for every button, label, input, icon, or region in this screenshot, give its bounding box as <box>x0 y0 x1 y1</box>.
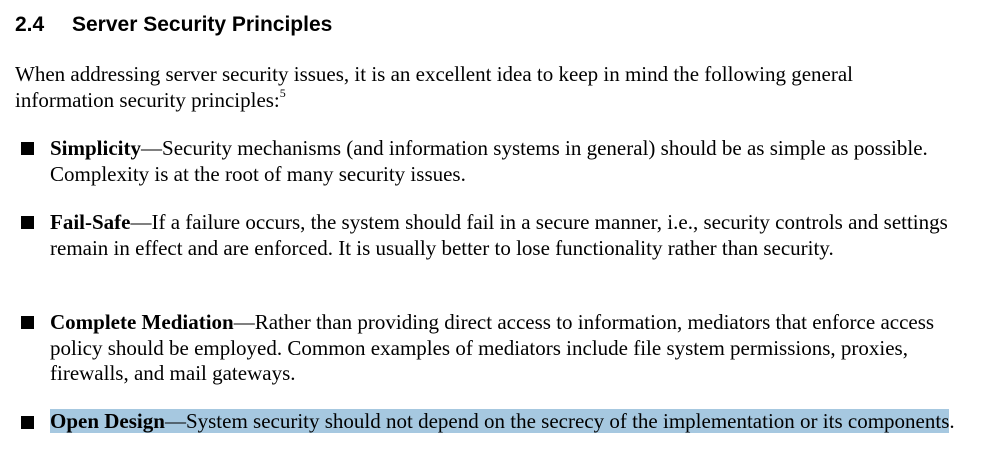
principle-text <box>50 310 965 387</box>
square-bullet-icon <box>21 416 34 429</box>
square-bullet-icon <box>21 216 34 229</box>
intro-text: When addressing server security issues, it is an excellent idea to keep in mind the following general information security principles: <box>15 62 854 112</box>
section-number: 2.4 <box>15 13 45 36</box>
selected-text: security should not depend on the secrecy of the implementation or its components <box>253 409 950 433</box>
principle-description: —Rather than providing direct access to information, mediators that enforce access policy should be employed. Common examples of mediators include file system permissions, proxies, firewalls, and mail gateways. <box>50 310 935 385</box>
principle-text <box>50 210 965 261</box>
principle-description-start: —System <box>164 409 254 433</box>
principle-text <box>50 136 965 187</box>
principle-description: —Security mechanisms (and information systems in general) should be as simple as possible. Complexity is at the root of many security issues. <box>50 136 928 186</box>
principle-term: Simplicity <box>50 136 142 160</box>
principle-term: Open Design <box>50 409 165 433</box>
principle-term: Fail-Safe <box>50 210 131 234</box>
principle-term: Complete Mediation <box>50 310 234 334</box>
square-bullet-icon <box>21 316 34 329</box>
principle-description-end: . <box>949 409 955 433</box>
principle-description: —If a failure occurs, the system should fail in a secure manner, i.e., security controls and settings remain in effect and are enforced. It is usually better to lose functionality rather than security. <box>50 210 948 260</box>
footnote-marker[interactable]: 5 <box>279 85 286 100</box>
section-title: Server Security Principles <box>72 13 333 36</box>
principle-text <box>50 409 965 435</box>
square-bullet-icon <box>21 142 34 155</box>
